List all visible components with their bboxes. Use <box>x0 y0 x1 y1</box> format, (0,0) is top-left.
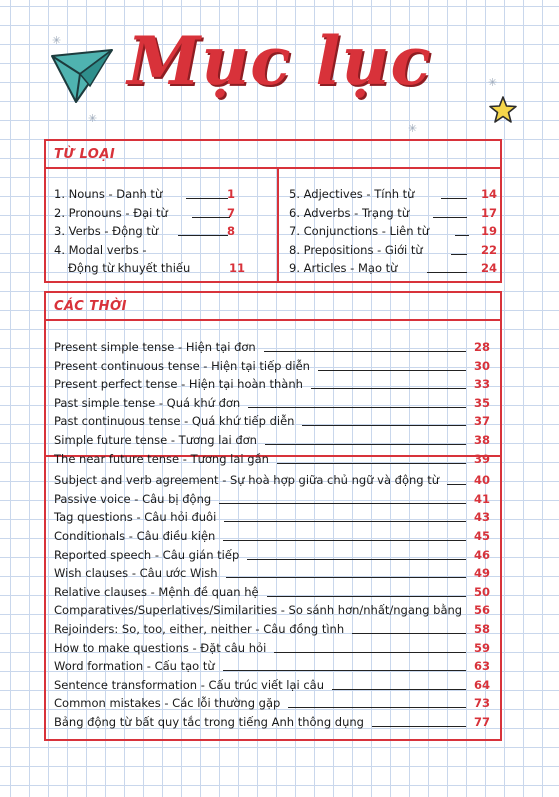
toc-item-page: 8 <box>226 224 235 238</box>
leader-line <box>248 407 466 408</box>
toc-item-label: 9. Articles - Mạo từ <box>289 261 398 275</box>
toc-item[interactable] <box>54 473 490 492</box>
toc-item-label: Present simple tense - Hiện tại đơn <box>54 340 256 354</box>
toc-item[interactable] <box>54 340 490 359</box>
toc-item-page: 49 <box>473 566 490 581</box>
toc-item-page: 28 <box>473 340 490 354</box>
leader-line <box>178 235 228 236</box>
leader-line <box>265 444 466 445</box>
toc-item-page: 46 <box>473 547 490 562</box>
toc-item[interactable] <box>54 715 490 734</box>
toc-item-page: 24 <box>480 261 497 275</box>
toc-item-page: 77 <box>473 714 490 729</box>
leader-line <box>372 726 466 727</box>
leader-line <box>441 198 467 199</box>
toc-item-page: 38 <box>473 432 490 447</box>
toc-item[interactable] <box>54 377 490 396</box>
leader-line <box>264 351 466 352</box>
toc-item[interactable] <box>54 224 259 243</box>
toc-item-label: 5. Adjectives - Tính từ <box>289 187 415 201</box>
toc-item-label: Simple future tense - Tương lai đơn <box>54 432 257 447</box>
toc-item-page: 22 <box>480 242 497 257</box>
toc-item-label: Conditionals - Câu điều kiện <box>54 528 216 543</box>
leader-line <box>447 484 466 485</box>
toc-item-page: 58 <box>473 621 490 636</box>
leader-line <box>332 689 466 690</box>
toc-item-label: Common mistakes - Các lỗi thường gặp <box>54 696 281 711</box>
leader-line <box>352 633 466 634</box>
leader-line <box>186 198 228 199</box>
toc-item-page: 43 <box>473 510 490 525</box>
toc-item-page: 30 <box>473 358 490 373</box>
leader-line <box>247 559 466 560</box>
toc-item-page: 7 <box>226 205 235 220</box>
toc-item[interactable] <box>54 452 490 471</box>
toc-item[interactable] <box>54 696 490 715</box>
section-cac-thoi <box>44 291 502 741</box>
toc-item-label: Sentence transformation - Cấu trúc viết lại câu <box>54 677 325 692</box>
toc-item-label: Reported speech - Câu gián tiếp <box>54 547 240 562</box>
toc-item-page: 59 <box>473 640 490 655</box>
toc-item-page: 45 <box>473 528 490 543</box>
toc-item[interactable] <box>54 510 490 529</box>
column-divider <box>277 167 279 281</box>
toc-item-label: The near future tense - Tương lai gần <box>54 451 269 466</box>
toc-item-page: 63 <box>473 659 490 674</box>
toc-item-label: Comparatives/Superlatives/Similarities - So sánh hơn/nhất/ngang bằng <box>54 603 463 618</box>
leader-line <box>455 235 469 236</box>
toc-item[interactable] <box>54 359 490 378</box>
toc-item[interactable] <box>289 187 497 206</box>
toc-item[interactable] <box>54 414 490 433</box>
leader-line <box>219 503 466 504</box>
toc-item-page: 56 <box>473 603 490 618</box>
toc-item[interactable] <box>54 261 259 280</box>
leader-line <box>451 254 467 255</box>
toc-item-page: 73 <box>473 696 490 711</box>
toc-item-label: How to make questions - Đặt câu hỏi <box>54 640 267 655</box>
toc-item-page: 39 <box>473 451 490 466</box>
sparkle-icon: ✳ <box>488 76 498 89</box>
toc-item-label: 7. Conjunctions - Liên từ <box>289 224 429 238</box>
star-icon <box>488 95 518 125</box>
toc-item[interactable] <box>289 243 497 262</box>
section-header <box>46 141 500 169</box>
toc-item[interactable] <box>54 529 490 548</box>
toc-item-page: 35 <box>473 395 490 410</box>
leader-line <box>277 463 466 464</box>
toc-item[interactable] <box>54 641 490 660</box>
toc-item-label: Present continuous tense - Hiện tại tiếp diễn <box>54 358 310 373</box>
toc-item[interactable] <box>54 585 490 604</box>
toc-item-page: 19 <box>480 224 497 238</box>
toc-item-label: Động từ khuyết thiếu <box>68 261 191 275</box>
section-header <box>46 293 500 321</box>
toc-item-label: Past simple tense - Quá khứ đơn <box>54 395 241 410</box>
toc-item-page: 1 <box>226 187 235 201</box>
toc-item-label: 8. Prepositions - Giới từ <box>289 242 423 257</box>
toc-item-label: 2. Pronouns - Đại từ <box>54 205 168 220</box>
toc-item-label: Relative clauses - Mệnh đề quan hệ <box>54 584 259 599</box>
toc-item-page: 33 <box>473 377 490 392</box>
toc-item-label: Subject and verb agreement - Sự hoà hợp giữa chủ ngữ và động từ <box>54 473 440 488</box>
page-title: Mục lục <box>127 22 432 100</box>
toc-item[interactable] <box>289 206 497 225</box>
toc-item[interactable] <box>54 187 259 206</box>
leader-line <box>433 217 467 218</box>
toc-item-page: 17 <box>480 205 497 220</box>
section-heading: TỪ LOẠI <box>54 146 116 162</box>
toc-item-label: 6. Adverbs - Trạng từ <box>289 205 410 220</box>
leader-line <box>267 596 466 597</box>
toc-item-label: Word formation - Cấu tạo từ <box>54 659 215 674</box>
toc-item-label: 1. Nouns - Danh từ <box>54 187 163 201</box>
toc-item[interactable] <box>54 396 490 415</box>
section-tu-loai <box>44 139 502 283</box>
sparkle-icon: ✳ <box>408 122 418 135</box>
toc-list <box>54 340 490 733</box>
sparkle-icon: ✳ <box>52 34 62 47</box>
leader-line <box>192 217 230 218</box>
toc-item-label: Past continuous tense - Quá khứ tiếp diễn <box>54 414 295 429</box>
leader-line <box>223 540 466 541</box>
leader-line <box>224 521 466 522</box>
toc-item-label: Wish clauses - Câu ước Wish <box>54 566 218 581</box>
toc-item[interactable] <box>54 603 490 622</box>
toc-item[interactable] <box>54 433 490 452</box>
toc-item-page: 41 <box>473 491 490 506</box>
leader-line <box>311 388 466 389</box>
toc-item-page: 37 <box>473 414 490 429</box>
toc-item-page: 11 <box>228 261 245 275</box>
toc-item[interactable] <box>289 261 497 280</box>
toc-item-page: 40 <box>473 473 490 488</box>
toc-item-label: Passive voice - Câu bị động <box>54 491 212 506</box>
toc-item-label: Present perfect tense - Hiện tại hoàn thành <box>54 377 303 392</box>
toc-item[interactable] <box>54 492 490 511</box>
leader-line <box>226 577 466 578</box>
toc-column-left <box>54 187 259 280</box>
toc-item[interactable] <box>289 224 497 243</box>
toc-item-label: 3. Verbs - Động từ <box>54 224 159 238</box>
toc-item[interactable] <box>54 678 490 697</box>
leader-line <box>318 370 466 371</box>
toc-item-label: 4. Modal verbs - <box>54 242 147 257</box>
toc-item[interactable] <box>54 659 490 678</box>
leader-line <box>223 670 466 671</box>
toc-item-label: Tag questions - Câu hỏi đuôi <box>54 510 217 525</box>
toc-item[interactable] <box>54 206 259 225</box>
toc-item-label: Rejoinders: So, too, either, neither - Câu đồng tình <box>54 621 345 636</box>
toc-item-label: Bảng động từ bất quy tắc trong tiếng Anh thông dụng <box>54 714 364 729</box>
toc-item[interactable] <box>54 622 490 641</box>
leader-line <box>274 652 466 653</box>
toc-item-page: 64 <box>473 677 490 692</box>
toc-item-page: 50 <box>473 584 490 599</box>
toc-item[interactable] <box>54 243 259 262</box>
section-heading: CÁC THỜI <box>54 298 127 314</box>
leader-line <box>288 707 466 708</box>
sparkle-icon: ✳ <box>88 112 98 125</box>
toc-column-right <box>289 187 497 280</box>
toc-item[interactable] <box>54 548 490 567</box>
leader-line <box>302 425 466 426</box>
leader-line <box>427 272 467 273</box>
toc-item[interactable] <box>54 566 490 585</box>
toc-item-page: 14 <box>480 187 497 201</box>
